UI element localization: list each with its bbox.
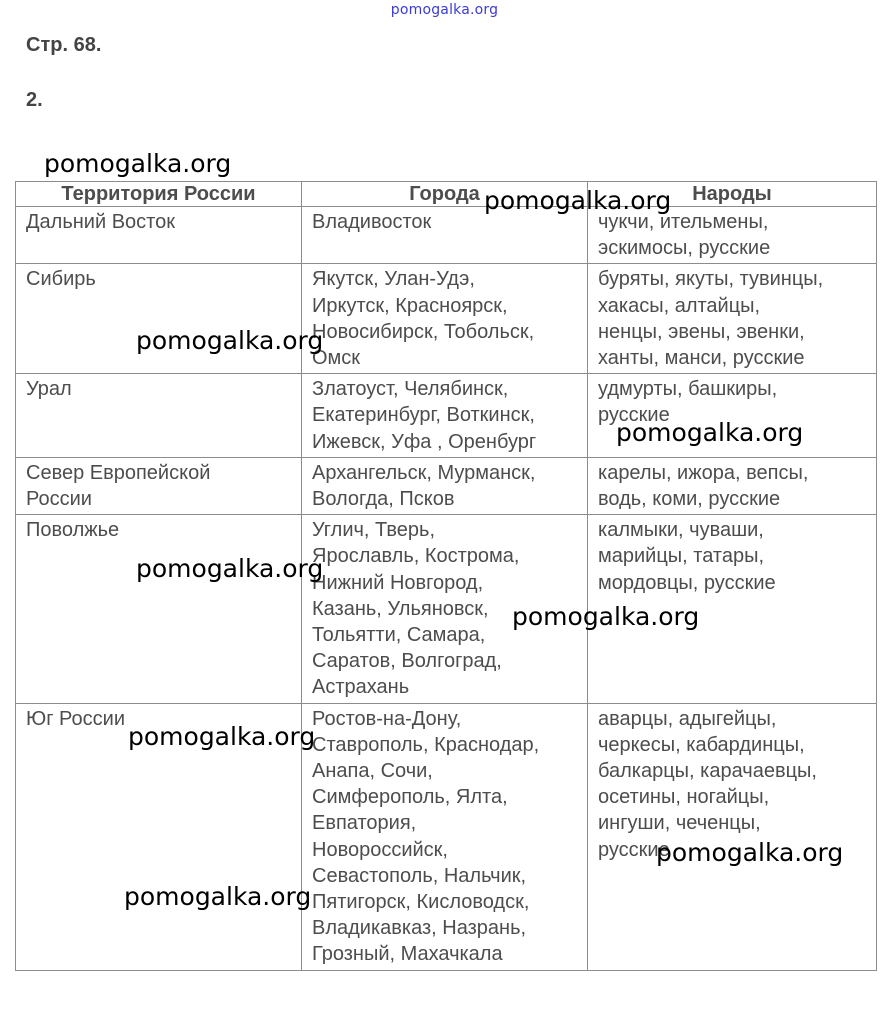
cell-text-line: Иркутск, Красноярск, xyxy=(312,294,508,317)
cell-text-line: черкесы, кабардинцы, xyxy=(598,733,805,756)
peoples-cell xyxy=(588,457,877,514)
cell-text-line: Пятигорск, Кисловодск, xyxy=(312,891,530,914)
watermark: pomogalka.org xyxy=(484,186,672,215)
cell-text-line: эскимосы, русские xyxy=(598,237,771,260)
cell-text-line: Сибирь xyxy=(26,268,96,291)
territory-cell xyxy=(16,207,302,264)
watermark: pomogalka.org xyxy=(656,838,844,867)
cities-cell xyxy=(302,264,588,374)
cell-text-line: Екатеринбург, Воткинск, xyxy=(312,404,535,427)
cell-text-line: русские xyxy=(598,404,670,427)
cities-cell xyxy=(302,703,588,970)
cell-text-line: чукчи, ительмены, xyxy=(598,211,769,233)
peoples-cell xyxy=(588,703,877,970)
cell-text-line: Казань, Ульяновск, xyxy=(312,597,489,620)
cell-text-line: Симферополь, Ялта, xyxy=(312,786,508,809)
cell-text-line: Дальний Восток xyxy=(26,211,175,233)
cell-text-line: Ставрополь, Краснодар, xyxy=(312,733,540,756)
territory-cell xyxy=(16,264,302,374)
watermark: pomogalka.org xyxy=(136,554,324,583)
cell-text-line: России xyxy=(26,488,92,511)
peoples-cell xyxy=(588,207,877,264)
cell-text-line: хакасы, алтайцы, xyxy=(598,294,761,317)
cell-text-line: ненцы, эвены, эвенки, xyxy=(598,320,805,343)
watermark: pomogalka.org xyxy=(128,722,316,751)
cell-text-line: Новосибирск, Тобольск, xyxy=(312,320,535,343)
cell-text-line: аварцы, адыгейцы, xyxy=(598,707,777,730)
cell-text-line: Евпатория, xyxy=(312,812,417,835)
cell-text-line: Астрахань xyxy=(312,676,410,699)
cell-text-line: Севастополь, Нальчик, xyxy=(312,864,527,887)
cell-text-line: Новороссийск, xyxy=(312,838,448,861)
cities-cell xyxy=(302,457,588,514)
cell-text-line: Якутск, Улан-Удэ, xyxy=(312,268,475,291)
cell-text-line: Ижевск, Уфа , Оренбург xyxy=(312,430,537,453)
watermark: pomogalka.org xyxy=(124,882,312,911)
cell-text-line: Анапа, Сочи, xyxy=(312,760,433,783)
cell-text-line: Грозный, Махачкала xyxy=(312,943,503,966)
cell-text-line: русские xyxy=(598,838,670,861)
territory-cell xyxy=(16,515,302,703)
watermark: pomogalka.org xyxy=(136,326,324,355)
cell-text-line: Север Европейской xyxy=(26,461,211,484)
header-cities: Города xyxy=(302,182,588,207)
table-row xyxy=(16,515,877,703)
cell-text-line: ингуши, чеченцы, xyxy=(598,812,761,835)
cell-text-line: ханты, манси, русские xyxy=(598,347,805,370)
table-row xyxy=(16,457,877,514)
territory-cell xyxy=(16,374,302,458)
watermark: pomogalka.org xyxy=(44,149,232,178)
cell-text-line: мордовцы, русские xyxy=(598,571,776,594)
cell-text-line: Владивосток xyxy=(312,211,432,233)
cell-text-line: Саратов, Волгоград, xyxy=(312,650,502,673)
cell-text-line: Углич, Тверь, xyxy=(312,519,435,542)
cell-text-line: Нижний Новгород, xyxy=(312,571,484,594)
peoples-cell xyxy=(588,264,877,374)
cell-text-line: карелы, ижора, вепсы, xyxy=(598,461,809,484)
header-peoples: Народы xyxy=(588,182,877,207)
cities-cell xyxy=(302,374,588,458)
cell-text-line: Урал xyxy=(26,378,72,401)
watermark: pomogalka.org xyxy=(512,602,700,631)
cell-text-line: буряты, якуты, тувинцы, xyxy=(598,268,824,291)
cities-cell xyxy=(302,207,588,264)
cell-text-line: осетины, ногайцы, xyxy=(598,786,770,809)
cell-text-line: Ростов-на-Дону, xyxy=(312,707,462,730)
cell-text-line: Владикавказ, Назрань, xyxy=(312,917,527,940)
table-row xyxy=(16,207,877,264)
site-header-link[interactable]: pomogalka.org xyxy=(390,2,499,18)
watermark: pomogalka.org xyxy=(616,418,804,447)
cell-text-line: Архангельск, Мурманск, xyxy=(312,461,536,484)
cell-text-line: Ярославль, Кострома, xyxy=(312,545,520,568)
cell-text-line: Омск xyxy=(312,347,361,370)
cell-text-line: Вологда, Псков xyxy=(312,488,455,511)
table-row xyxy=(16,264,877,374)
cell-text-line: Юг России xyxy=(26,707,125,730)
task-number: 2. xyxy=(26,89,43,111)
cell-text-line: удмурты, башкиры, xyxy=(598,378,778,401)
cell-text-line: калмыки, чуваши, xyxy=(598,519,764,542)
cell-text-line: Златоуст, Челябинск, xyxy=(312,378,509,401)
cell-text-line: водь, коми, русские xyxy=(598,488,781,511)
cell-text-line: Поволжье xyxy=(26,519,120,542)
territory-cell xyxy=(16,457,302,514)
cell-text-line: Тольятти, Самара, xyxy=(312,624,486,647)
cell-text-line: балкарцы, карачаевцы, xyxy=(598,760,817,783)
page-label: Стр. 68. xyxy=(26,34,102,56)
header-territory: Территория России xyxy=(16,182,302,207)
table-header-row xyxy=(16,182,877,207)
cell-text-line: марийцы, татары, xyxy=(598,545,765,568)
